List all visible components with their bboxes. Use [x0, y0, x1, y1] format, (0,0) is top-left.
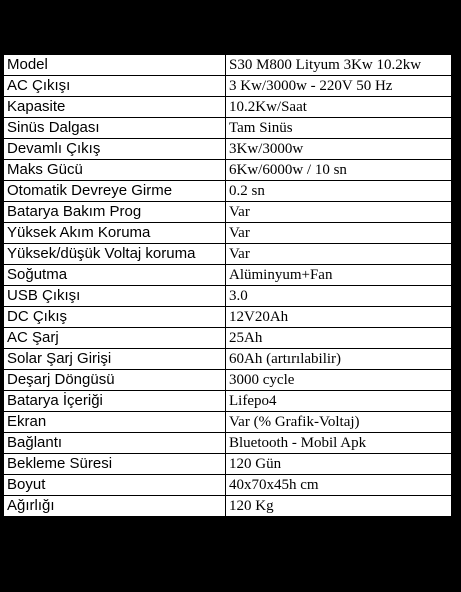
spec-row	[4, 286, 452, 307]
spec-label: Batarya İçeriği	[4, 391, 226, 412]
spec-value: 10.2Kw/Saat	[226, 97, 452, 118]
spec-value: Var	[226, 244, 452, 265]
spec-row	[4, 454, 452, 475]
spec-label: Ekran	[4, 412, 226, 433]
spec-label: Devamlı Çıkış	[4, 139, 226, 160]
spec-table	[3, 54, 452, 517]
spec-row	[4, 496, 452, 517]
spec-value: 120 Kg	[226, 496, 452, 517]
spec-value: Var	[226, 202, 452, 223]
spec-row	[4, 412, 452, 433]
spec-row	[4, 244, 452, 265]
spec-label: AC Çıkışı	[4, 76, 226, 97]
spec-row	[4, 349, 452, 370]
spec-value: 3000 cycle	[226, 370, 452, 391]
spec-value: Bluetooth - Mobil Apk	[226, 433, 452, 454]
spec-label: Bekleme Süresi	[4, 454, 226, 475]
spec-value: 60Ah (artırılabilir)	[226, 349, 452, 370]
spec-value: 6Kw/6000w / 10 sn	[226, 160, 452, 181]
spec-label: Solar Şarj Girişi	[4, 349, 226, 370]
spec-row	[4, 139, 452, 160]
spec-label: Yüksek Akım Koruma	[4, 223, 226, 244]
spec-label: Model	[4, 55, 226, 76]
spec-value: Alüminyum+Fan	[226, 265, 452, 286]
spec-row	[4, 160, 452, 181]
spec-value: 3 Kw/3000w - 220V 50 Hz	[226, 76, 452, 97]
spec-row	[4, 76, 452, 97]
spec-row	[4, 265, 452, 286]
spec-label: USB Çıkışı	[4, 286, 226, 307]
spec-value: 3.0	[226, 286, 452, 307]
spec-value: 25Ah	[226, 328, 452, 349]
spec-label: Ağırlığı	[4, 496, 226, 517]
spec-row	[4, 55, 452, 76]
spec-row	[4, 370, 452, 391]
spec-label: AC Şarj	[4, 328, 226, 349]
spec-row	[4, 118, 452, 139]
spec-value: S30 M800 Lityum 3Kw 10.2kw	[226, 55, 452, 76]
spec-label: Sinüs Dalgası	[4, 118, 226, 139]
spec-label: Maks Gücü	[4, 160, 226, 181]
spec-value: Tam Sinüs	[226, 118, 452, 139]
spec-row	[4, 328, 452, 349]
spec-row	[4, 223, 452, 244]
spec-value: 0.2 sn	[226, 181, 452, 202]
spec-label: Deşarj Döngüsü	[4, 370, 226, 391]
spec-label: Batarya Bakım Prog	[4, 202, 226, 223]
spec-value: 120 Gün	[226, 454, 452, 475]
spec-label: Yüksek/düşük Voltaj koruma	[4, 244, 226, 265]
spec-row	[4, 307, 452, 328]
spec-row	[4, 181, 452, 202]
spec-value: Var (% Grafik-Voltaj)	[226, 412, 452, 433]
spec-value: 3Kw/3000w	[226, 139, 452, 160]
spec-value: 12V20Ah	[226, 307, 452, 328]
spec-value: 40x70x45h cm	[226, 475, 452, 496]
spec-label: Kapasite	[4, 97, 226, 118]
spec-label: Soğutma	[4, 265, 226, 286]
spec-row	[4, 433, 452, 454]
spec-row	[4, 475, 452, 496]
spec-value: Lifepo4	[226, 391, 452, 412]
spec-row	[4, 391, 452, 412]
spec-row	[4, 97, 452, 118]
spec-label: Bağlantı	[4, 433, 226, 454]
spec-label: Otomatik Devreye Girme	[4, 181, 226, 202]
spec-value: Var	[226, 223, 452, 244]
spec-row	[4, 202, 452, 223]
spec-table-body	[4, 55, 452, 517]
spec-label: DC Çıkış	[4, 307, 226, 328]
spec-label: Boyut	[4, 475, 226, 496]
